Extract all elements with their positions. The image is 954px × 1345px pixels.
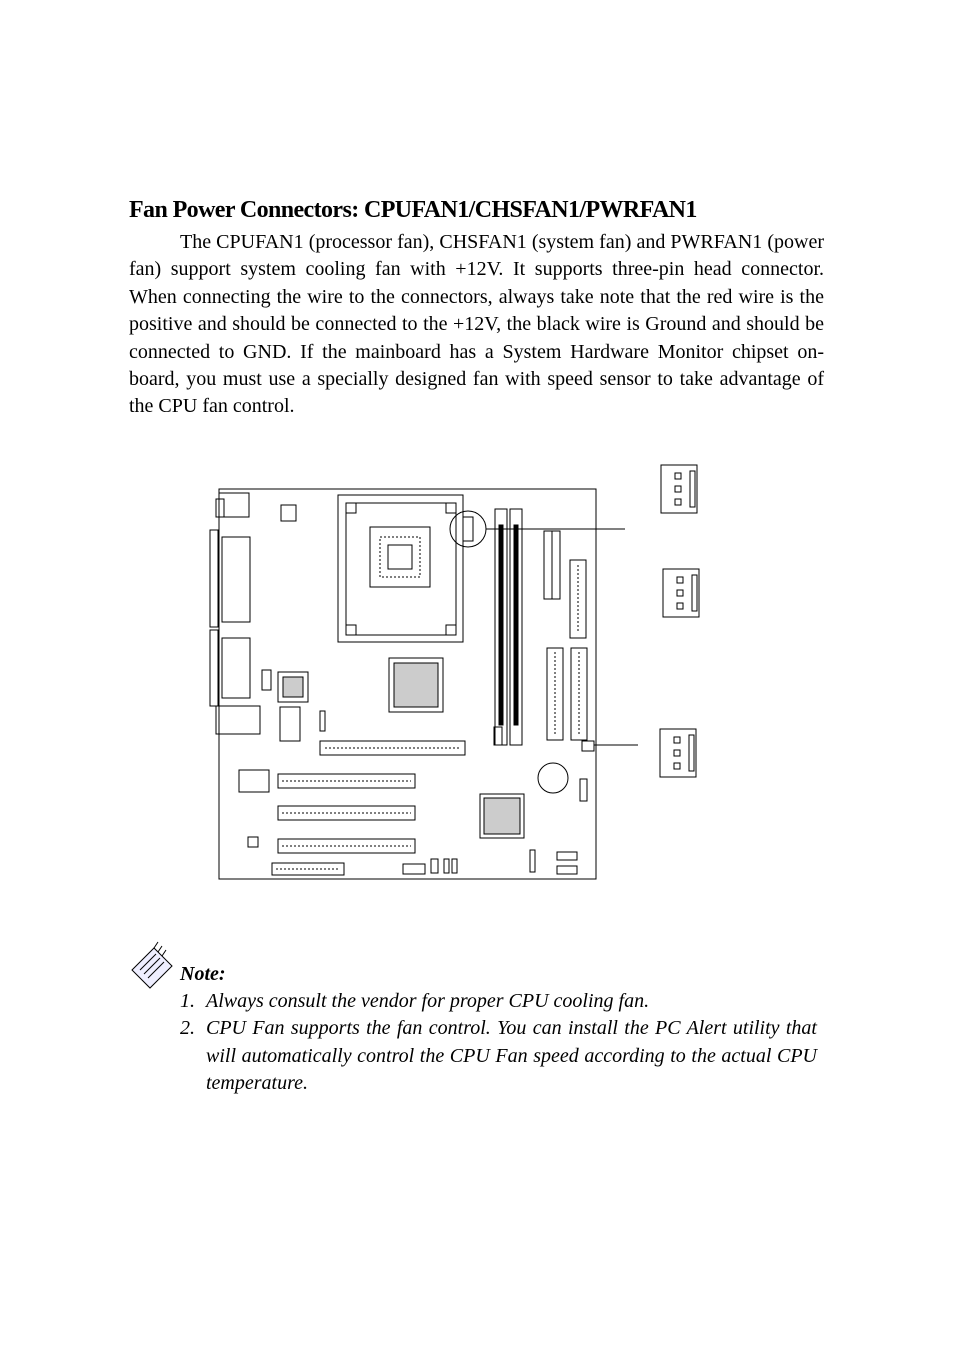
note-pad-icon bbox=[128, 940, 180, 992]
pwrfan1-connector bbox=[660, 729, 696, 777]
chsfan1-connector bbox=[663, 569, 699, 617]
cmos-battery bbox=[538, 763, 568, 793]
note-item-text: Always consult the vendor for proper CPU cooling fan. bbox=[206, 990, 650, 1012]
note-title: Note: bbox=[180, 963, 226, 985]
note-item bbox=[180, 1015, 817, 1097]
section-title: Fan Power Connectors: CPUFAN1/CHSFAN1/PWRFAN1 bbox=[129, 197, 697, 223]
note-item-text: CPU Fan supports the fan control. You can install the PC Alert utility that will automatically control the CPU Fan speed according to the actual CPU temperature. bbox=[206, 1017, 817, 1095]
audio-port bbox=[216, 706, 260, 734]
note-item bbox=[180, 988, 817, 1015]
parallel-port bbox=[222, 537, 250, 622]
cpufan-highlight bbox=[450, 511, 486, 547]
note-list bbox=[180, 988, 817, 1098]
cpufan1-connector bbox=[661, 465, 697, 513]
note-item-number: 2. bbox=[180, 1017, 195, 1040]
section-paragraph: The CPUFAN1 (processor fan), CHSFAN1 (system fan) and PWRFAN1 (power fan) support system cooling fan with +12V. It supports three-pin head connector. When connecting the wire to the connectors, always take note that the red wire is the positive and should be connected to the +12V, the black wire is Ground and should be connected to GND. If the mainboard has a System Hardware Monitor chipset on-board, you must use a specially designed fan with speed sensor to take advantage of the CPU fan control. bbox=[129, 231, 824, 418]
serial-port bbox=[222, 638, 250, 698]
note-item-number: 1. bbox=[180, 990, 195, 1012]
